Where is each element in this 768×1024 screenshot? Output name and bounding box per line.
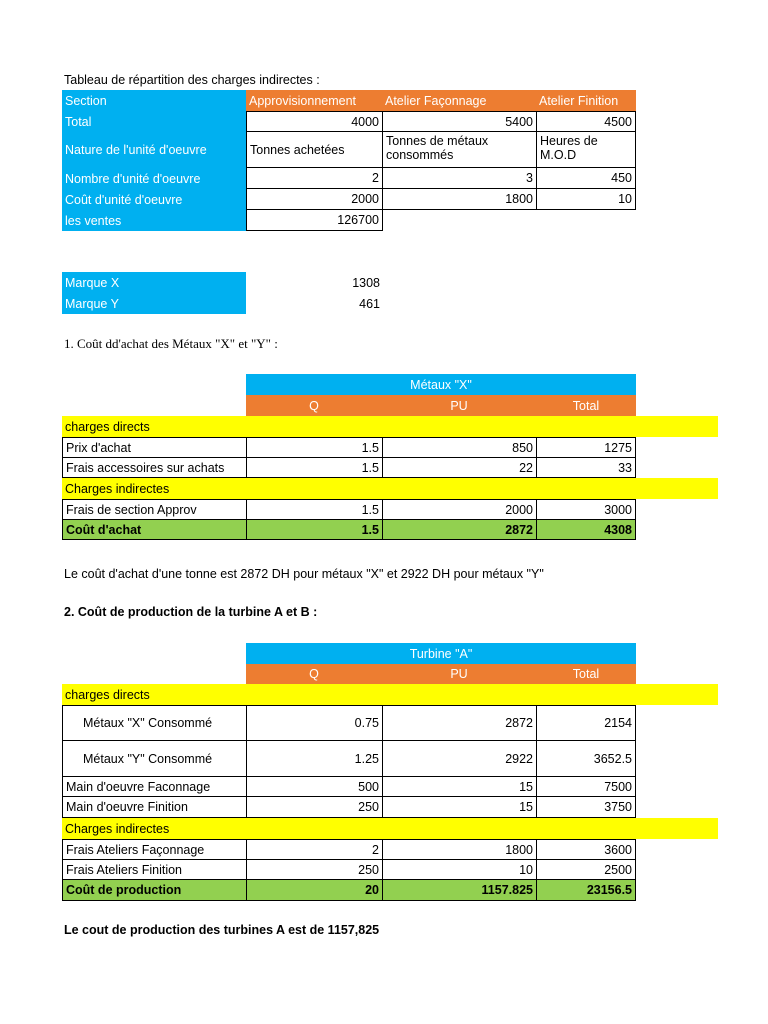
achat-col-pu: PU xyxy=(382,395,536,416)
production-row-pu: 2922 xyxy=(382,740,537,777)
production-group-header: Turbine "A" xyxy=(246,643,636,664)
production-row-label: Frais Ateliers Façonnage xyxy=(62,839,247,860)
production-row-q: 0.75 xyxy=(246,705,383,741)
cout-finition: 10 xyxy=(536,188,636,210)
achat-row-total: 33 xyxy=(536,457,636,478)
achat-group-header: Métaux "X" xyxy=(246,374,636,395)
total-faconnage: 5400 xyxy=(382,111,537,132)
marque-x-label: Marque X xyxy=(62,272,246,293)
cout-faconnage: 1800 xyxy=(382,188,537,210)
achat-row-total: 1275 xyxy=(536,437,636,458)
production-note: Le cout de production des turbines A est de 1157,825 xyxy=(64,923,380,937)
production-charges-directs: charges directs xyxy=(62,684,718,705)
production-row-total: 3652.5 xyxy=(536,740,636,777)
production-row-total: 2500 xyxy=(536,859,636,880)
achat-result-pu: 2872 xyxy=(382,519,537,540)
total-approv: 4000 xyxy=(246,111,383,132)
production-row-label: Métaux "X" Consommé xyxy=(62,705,247,741)
row-label-nombre: Nombre d'unité d'oeuvre xyxy=(62,168,246,189)
marque-y-value: 461 xyxy=(359,296,380,311)
production-row-q: 2 xyxy=(246,839,383,860)
production-row-label: Métaux "Y" Consommé xyxy=(62,740,247,777)
production-result-label: Coût de production xyxy=(62,879,247,901)
header-atelier-faconnage: Atelier Façonnage xyxy=(382,90,536,111)
achat-charges-indirectes: Charges indirectes xyxy=(62,478,718,499)
achat-result-q: 1.5 xyxy=(246,519,383,540)
row-label-nature: Nature de l'unité d'oeuvre xyxy=(62,132,246,168)
header-approvisionnement: Approvisionnement xyxy=(246,90,382,111)
production-row-q: 250 xyxy=(246,859,383,880)
page-title: Tableau de répartition des charges indirectes : xyxy=(64,73,320,87)
marque-x-value: 1308 xyxy=(352,275,380,290)
nature-faconnage: Tonnes de métaux consommés xyxy=(382,131,537,168)
section2-title: 2. Coût de production de la turbine A et B : xyxy=(64,605,318,619)
nature-finition: Heures de M.O.D xyxy=(536,131,636,168)
production-row-label: Frais Ateliers Finition xyxy=(62,859,247,880)
cout-approv: 2000 xyxy=(246,188,383,210)
production-row-pu: 15 xyxy=(382,776,537,797)
production-row-total: 3750 xyxy=(536,796,636,818)
production-col-pu: PU xyxy=(382,664,536,684)
row-label-cout: Coût d'unité d'oeuvre xyxy=(62,189,246,210)
nombre-faconnage: 3 xyxy=(382,167,537,189)
ventes-value: 126700 xyxy=(246,209,383,231)
header-atelier-finition: Atelier Finition xyxy=(536,90,636,111)
achat-row-q: 1.5 xyxy=(246,457,383,478)
production-row-pu: 2872 xyxy=(382,705,537,741)
section1-title: 1. Coût dd'achat des Métaux "X" et "Y" : xyxy=(64,336,278,351)
production-row-label: Main d'oeuvre Faconnage xyxy=(62,776,247,797)
production-row-label: Main d'oeuvre Finition xyxy=(62,796,247,818)
nombre-approv: 2 xyxy=(246,167,383,189)
production-result-q: 20 xyxy=(246,879,383,901)
production-row-q: 500 xyxy=(246,776,383,797)
achat-row-label: Frais de section Approv xyxy=(62,499,247,520)
production-charges-indirectes: Charges indirectes xyxy=(62,818,718,839)
row-label-total: Total xyxy=(62,111,246,132)
production-row-total: 7500 xyxy=(536,776,636,797)
achat-row-label: Prix d'achat xyxy=(62,437,247,458)
production-row-q: 250 xyxy=(246,796,383,818)
total-finition: 4500 xyxy=(536,111,636,132)
production-row-q: 1.25 xyxy=(246,740,383,777)
achat-row-q: 1.5 xyxy=(246,437,383,458)
header-section: Section xyxy=(62,90,246,111)
production-result-pu: 1157.825 xyxy=(382,879,537,901)
achat-row-label: Frais accessoires sur achats xyxy=(62,457,247,478)
nature-approv: Tonnes achetées xyxy=(246,131,383,168)
production-row-total: 2154 xyxy=(536,705,636,741)
production-result-total: 23156.5 xyxy=(536,879,636,901)
achat-charges-directs: charges directs xyxy=(62,416,718,437)
production-col-total: Total xyxy=(536,664,636,684)
achat-col-total: Total xyxy=(536,395,636,416)
achat-row-q: 1.5 xyxy=(246,499,383,520)
production-col-q: Q xyxy=(246,664,382,684)
achat-col-q: Q xyxy=(246,395,382,416)
nombre-finition: 450 xyxy=(536,167,636,189)
achat-row-pu: 22 xyxy=(382,457,537,478)
achat-result-total: 4308 xyxy=(536,519,636,540)
production-row-pu: 15 xyxy=(382,796,537,818)
achat-row-total: 3000 xyxy=(536,499,636,520)
production-row-total: 3600 xyxy=(536,839,636,860)
marque-y-label: Marque Y xyxy=(62,293,246,314)
achat-result-label: Coût d'achat xyxy=(62,519,247,540)
achat-row-pu: 2000 xyxy=(382,499,537,520)
production-row-pu: 10 xyxy=(382,859,537,880)
row-label-ventes: les ventes xyxy=(62,210,246,231)
achat-row-pu: 850 xyxy=(382,437,537,458)
achat-note: Le coût d'achat d'une tonne est 2872 DH pour métaux "X" et 2922 DH pour métaux "Y" xyxy=(64,567,544,581)
production-row-pu: 1800 xyxy=(382,839,537,860)
